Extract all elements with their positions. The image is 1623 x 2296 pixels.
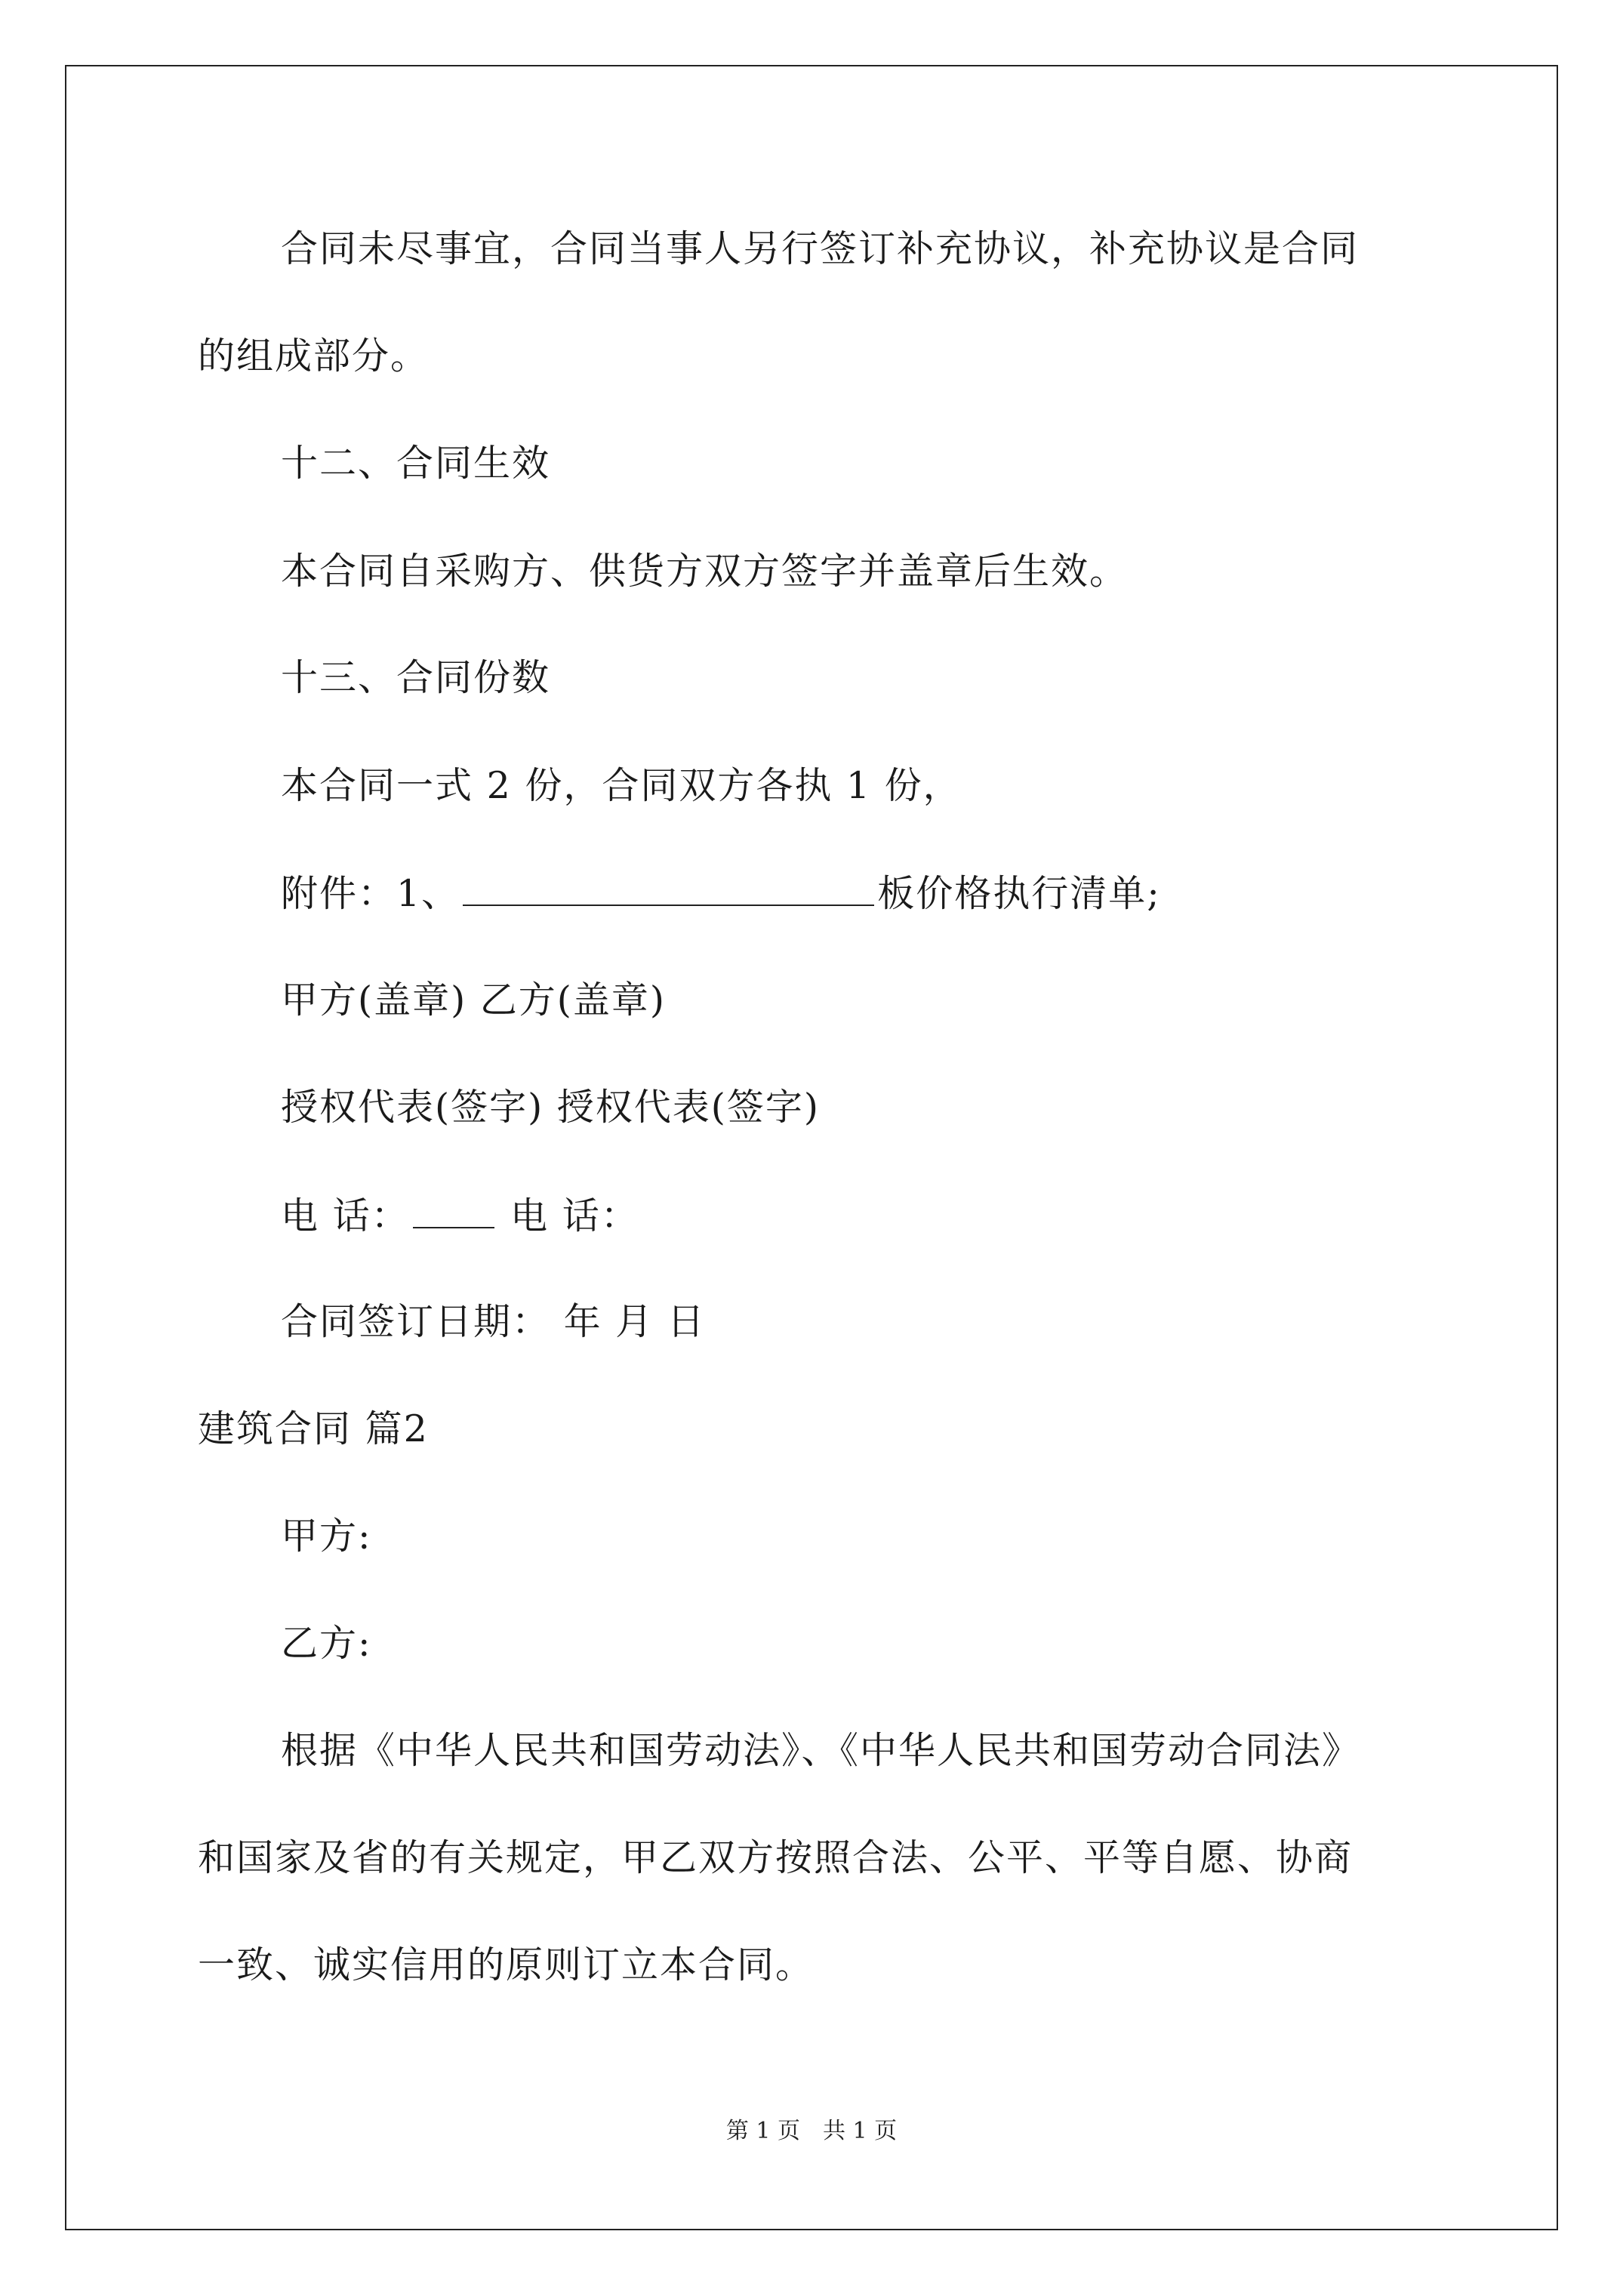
attachment-line xyxy=(281,870,1161,917)
sign-date-line: 合同签订日期： 年 月 日 xyxy=(281,1300,706,1343)
attachment-blank[interactable] xyxy=(463,870,874,906)
page-footer: 第 1 页 共 1 页 xyxy=(725,2118,898,2144)
paragraph-basis-line-3: 一致、诚实信用的原则订立本合同。 xyxy=(198,1943,815,1986)
section-heading-13: 十三、合同份数 xyxy=(281,656,551,699)
paragraph-basis-line-1: 根据《中华人民共和国劳动法》、《中华人民共和国劳动合同法》 xyxy=(281,1729,1361,1772)
paragraph-effective: 本合同自采购方、供货方双方签字并盖章后生效。 xyxy=(281,550,1129,593)
paragraph-basis-line-2: 和国家及省的有关规定，甲乙双方按照合法、公平、平等自愿、协商 xyxy=(198,1836,1354,1879)
seal-line: 甲方(盖章) 乙方(盖章) xyxy=(281,978,667,1022)
signature-line: 授权代表(签字) 授权代表(签字) xyxy=(281,1086,821,1129)
party-b-line: 乙方: xyxy=(281,1622,372,1665)
phone-blank[interactable] xyxy=(413,1192,494,1228)
article-2-title: 建筑合同 篇2 xyxy=(198,1407,429,1450)
attachment-suffix: 板价格执行清单; xyxy=(877,872,1161,915)
attachment-prefix: 附件：1、 xyxy=(281,872,460,915)
paragraph-supplement-line-2: 的组成部分。 xyxy=(198,334,430,378)
section-heading-12: 十二、合同生效 xyxy=(281,442,551,485)
phone-line xyxy=(281,1192,639,1239)
phone-label-a: 电 话： xyxy=(281,1194,410,1237)
party-a-line: 甲方: xyxy=(281,1515,372,1558)
paragraph-copies: 本合同一式 2 份，合同双方各执 1 份， xyxy=(281,764,962,807)
paragraph-supplement-line-1: 合同未尽事宜，合同当事人另行签订补充协议，补充协议是合同 xyxy=(281,227,1360,270)
page-border xyxy=(65,65,1558,2230)
phone-label-b: 电 话： xyxy=(497,1194,639,1237)
